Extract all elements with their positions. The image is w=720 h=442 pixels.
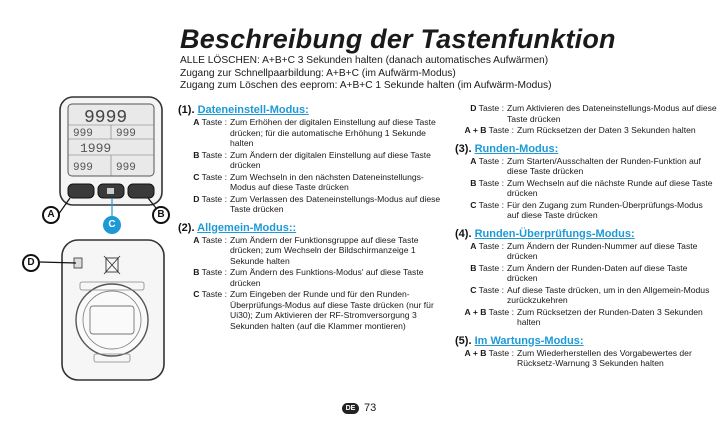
- key-letter: D: [193, 193, 200, 204]
- key-description: [455, 156, 717, 177]
- key-suffix: Taste :: [199, 117, 227, 127]
- key-label: [455, 285, 507, 306]
- key-label: [455, 103, 507, 124]
- key-label: [455, 200, 507, 221]
- key-suffix: Taste :: [476, 284, 504, 295]
- key-suffix: Taste :: [199, 267, 227, 277]
- section-number: (1).: [178, 104, 195, 116]
- key-letter: A: [470, 240, 477, 251]
- screen-digits-row1a: 999: [73, 128, 93, 140]
- key-label: [178, 194, 230, 215]
- page-footer: [342, 402, 376, 414]
- screen-digits-row3a: 999: [73, 162, 93, 174]
- mode-section: [455, 227, 717, 328]
- key-letter: A: [470, 155, 477, 166]
- intro-line: Zugang zur Schnellpaarbildung: A+B+C (im Aufwärm-Modus): [180, 67, 456, 79]
- key-text: Auf diese Taste drücken, um in den Allgemein-Modus zurückzukehren: [507, 284, 710, 305]
- section-number: (3).: [455, 142, 472, 155]
- key-letter: C: [470, 284, 477, 295]
- key-suffix: Taste :: [476, 199, 504, 210]
- key-label: [178, 289, 230, 331]
- key-label: [455, 348, 517, 369]
- section-name: Allgemein-Modus::: [197, 221, 297, 234]
- section-number: (2).: [178, 221, 195, 234]
- key-letter: C: [470, 199, 477, 210]
- key-description: [455, 103, 717, 124]
- key-description: [178, 194, 448, 215]
- section-heading: [455, 142, 717, 156]
- key-letter: B: [470, 262, 477, 273]
- key-text: Zum Rücksetzen der Runden-Daten 3 Sekunden halten: [517, 306, 703, 327]
- key-description: [455, 178, 717, 199]
- section-number: (4).: [455, 227, 472, 240]
- callout-b: B: [152, 206, 170, 224]
- key-letter: A + B: [464, 347, 487, 358]
- mode-section: [455, 334, 717, 369]
- key-suffix: Taste :: [476, 103, 504, 113]
- key-label: [178, 150, 230, 171]
- key-text: Zum Aktivieren des Dateneinstellungs-Modus auf diese Taste drücken: [507, 103, 717, 124]
- section-name: Runden-Modus:: [474, 142, 559, 155]
- key-label: [455, 307, 517, 328]
- key-suffix: Taste :: [199, 171, 227, 182]
- key-text: Zum Ändern der Runden-Nummer auf diese Taste drücken: [507, 240, 698, 261]
- mode-section: [178, 221, 448, 332]
- language-badge: DE: [342, 403, 359, 414]
- key-description: [178, 235, 448, 267]
- mode-section: [455, 142, 717, 221]
- key-text: Zum Wechseln in den nächsten Dateneinstellungs-Modus auf diese Taste drücken: [230, 171, 424, 192]
- key-description: [178, 289, 448, 331]
- key-label: [455, 178, 507, 199]
- key-letter: B: [193, 149, 200, 160]
- mode-section: [178, 103, 448, 215]
- device-illustration: [0, 0, 175, 442]
- key-description: [455, 285, 717, 306]
- key-label: [178, 235, 230, 267]
- section-heading: [178, 103, 448, 117]
- key-suffix: Taste :: [476, 240, 504, 251]
- key-text: Zum Starten/Ausschalten der Runden-Funktion auf diese Taste drücken: [507, 155, 701, 176]
- key-text: Zum Wiederherstellen des Vorgabewertes der Rücksetz-Warnung 3 Sekunden halten: [517, 347, 692, 368]
- key-suffix: Taste :: [486, 125, 514, 135]
- page-number: 73: [364, 402, 377, 414]
- key-letter: B: [193, 267, 200, 277]
- key-label: [178, 172, 230, 193]
- key-suffix: Taste :: [199, 193, 227, 204]
- key-text: Für den Zugang zum Runden-Überprüfungs-Modus auf diese Taste drücken: [507, 199, 703, 220]
- section-heading: [455, 334, 717, 348]
- page-title: Beschreibung der Tastenfunktion: [180, 24, 616, 54]
- callout-c: C: [103, 216, 121, 234]
- key-description: [455, 263, 717, 284]
- key-text: Zum Rücksetzen der Daten 3 Sekunden halten: [517, 125, 696, 135]
- key-letter: B: [470, 177, 477, 188]
- key-letter: C: [193, 171, 200, 182]
- key-description: [178, 117, 448, 149]
- key-letter: A + B: [464, 306, 487, 317]
- key-description: [455, 125, 717, 136]
- key-text: Zum Eingeben der Runde und für den Runden-Überprüfungs-Modus auf diese Taste drücken (nur für Ui30); Zum Aktivieren der RF-Stromversorgung 3 Sekunden halten (auf die Klammer montieren): [230, 289, 434, 331]
- left-column: [178, 103, 448, 332]
- key-label: [455, 125, 517, 136]
- key-letter: A: [193, 234, 200, 245]
- key-suffix: Taste :: [476, 177, 504, 188]
- key-letter: A: [193, 117, 200, 127]
- button-b: [128, 184, 154, 198]
- section-name: Im Wartungs-Modus:: [474, 334, 584, 347]
- key-text: Zum Ändern der Runden-Daten auf diese Taste drücken: [507, 262, 688, 283]
- key-text: Zum Verlassen des Dateneinstellungs-Modus auf diese Taste drücken: [230, 193, 441, 214]
- key-text: Zum Erhöhen der digitalen Einstellung auf diese Taste drücken; für die automatische Erhöhung 1 Sekunde halten: [230, 117, 436, 148]
- key-letter: A + B: [464, 125, 487, 135]
- screen-digits-row2: 1999: [80, 141, 112, 156]
- section-heading: [178, 221, 448, 235]
- intro-text: [180, 55, 551, 93]
- intro-line: ALLE LÖSCHEN: A+B+C 3 Sekunden halten (danach automatisches Aufwärmen): [180, 55, 549, 66]
- battery-cover: [76, 284, 148, 356]
- key-description: [455, 200, 717, 221]
- key-suffix: Taste :: [476, 155, 504, 166]
- key-description: [178, 172, 448, 193]
- key-label: [455, 241, 507, 262]
- key-letter: D: [470, 103, 477, 113]
- key-description: [455, 241, 717, 262]
- section-number: (5).: [455, 334, 472, 347]
- key-suffix: Taste :: [199, 234, 227, 245]
- section-heading: [455, 227, 717, 241]
- key-text: Zum Wechseln auf die nächste Runde auf diese Taste drücken: [507, 177, 713, 198]
- key-label: [455, 156, 507, 177]
- key-label: [178, 267, 230, 288]
- key-suffix: Taste :: [486, 347, 514, 358]
- button-a: [68, 184, 94, 198]
- mode-section: [455, 103, 717, 136]
- key-suffix: Taste :: [476, 262, 504, 273]
- key-description: [178, 150, 448, 171]
- key-suffix: Taste :: [199, 289, 227, 299]
- key-suffix: Taste :: [486, 306, 514, 317]
- key-description: [178, 267, 448, 288]
- key-suffix: Taste :: [199, 149, 227, 160]
- key-text: Zum Ändern der Funktionsgruppe auf diese Taste drücken; zum Wechseln der Bildschirmanzeige 1 Sekunde halten: [230, 234, 419, 266]
- callout-d: D: [22, 254, 40, 272]
- callout-a: A: [42, 206, 60, 224]
- key-text: Zum Ändern der digitalen Einstellung auf diese Taste drücken: [230, 149, 431, 170]
- section-name: Dateneinstell-Modus:: [197, 104, 309, 116]
- intro-line: Zugang zum Löschen des eeprom: A+B+C 1 Sekunde halten (im Aufwärm-Modus): [180, 80, 552, 91]
- key-letter: C: [193, 289, 200, 299]
- key-description: [455, 307, 717, 328]
- section-name: Runden-Überprüfungs-Modus:: [474, 227, 635, 240]
- screen-digits-row1b: 999: [116, 128, 136, 140]
- key-text: Zum Ändern des Funktions-Modus' auf diese Taste drücken: [230, 267, 424, 288]
- key-label: [178, 117, 230, 149]
- right-column: [455, 103, 717, 370]
- screen-digits-row3b: 999: [116, 162, 136, 174]
- key-label: [455, 263, 507, 284]
- key-description: [455, 348, 717, 369]
- screen-digits-top: 9999: [84, 108, 128, 128]
